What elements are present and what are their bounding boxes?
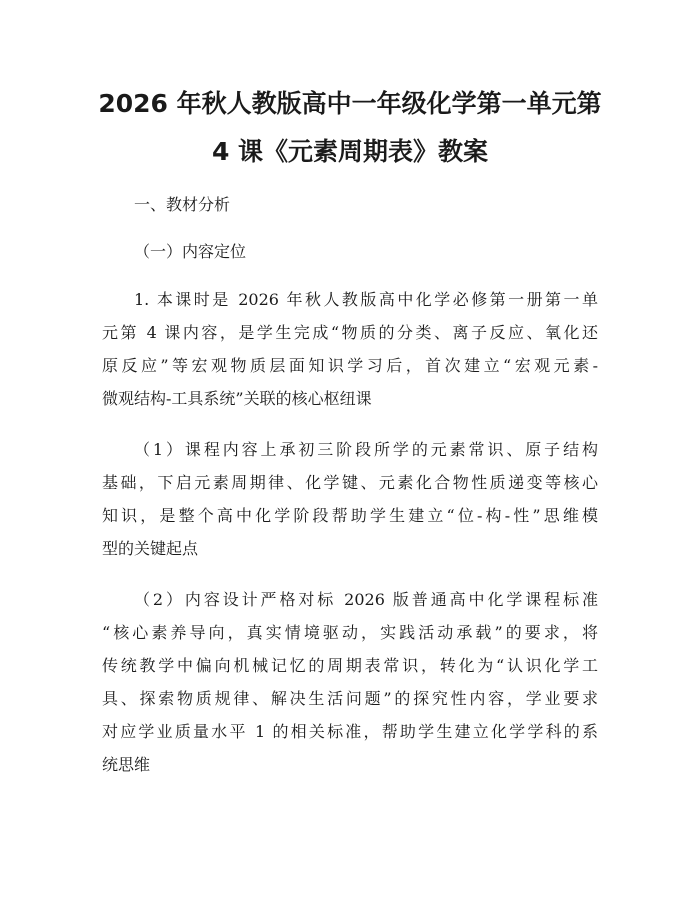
- paragraph-1-line: 元第 4 课内容，是学生完成“物质的分类、离子反应、氧化还: [102, 323, 598, 342]
- paragraph-3-line: 具、探索物质规律、解决生活问题”的探究性内容，学业要求: [102, 689, 598, 708]
- document-title-line-1: 2026 年秋人教版高中一年级化学第一单元第: [98, 89, 602, 118]
- document-title-line-2: 4 课《元素周期表》教案: [211, 137, 489, 166]
- paragraph-1-line: 原反应”等宏观物质层面知识学习后，首次建立“宏观元素-: [102, 356, 598, 375]
- subsection-heading: （一）内容定位: [134, 242, 247, 261]
- paragraph-2-line: 型的关键起点: [102, 539, 199, 558]
- paragraph-2-line: （1）课程内容上承初三阶段所学的元素常识、原子结构: [134, 440, 598, 459]
- paragraph-1-line: 微观结构-工具系统”关联的核心枢纽课: [102, 389, 372, 408]
- paragraph-3-line: 对应学业质量水平 1 的相关标准，帮助学生建立化学学科的系: [102, 722, 598, 741]
- paragraph-2-line: 知识，是整个高中化学阶段帮助学生建立“位-构-性”思维模: [102, 506, 598, 525]
- paragraph-3-line: （2）内容设计严格对标 2026 版普通高中化学课程标准: [134, 590, 598, 609]
- paragraph-1-line: 1. 本课时是 2026 年秋人教版高中化学必修第一册第一单: [134, 290, 598, 309]
- section-heading: 一、教材分析: [134, 195, 231, 214]
- paragraph-3-line: 传统教学中偏向机械记忆的周期表常识，转化为“认识化学工: [102, 656, 598, 675]
- paragraph-3-line: “核心素养导向，真实情境驱动，实践活动承载”的要求，将: [102, 623, 598, 642]
- paragraph-2-line: 基础，下启元素周期律、化学键、元素化合物性质递变等核心: [102, 473, 598, 492]
- paragraph-3-line: 统思维: [102, 755, 151, 774]
